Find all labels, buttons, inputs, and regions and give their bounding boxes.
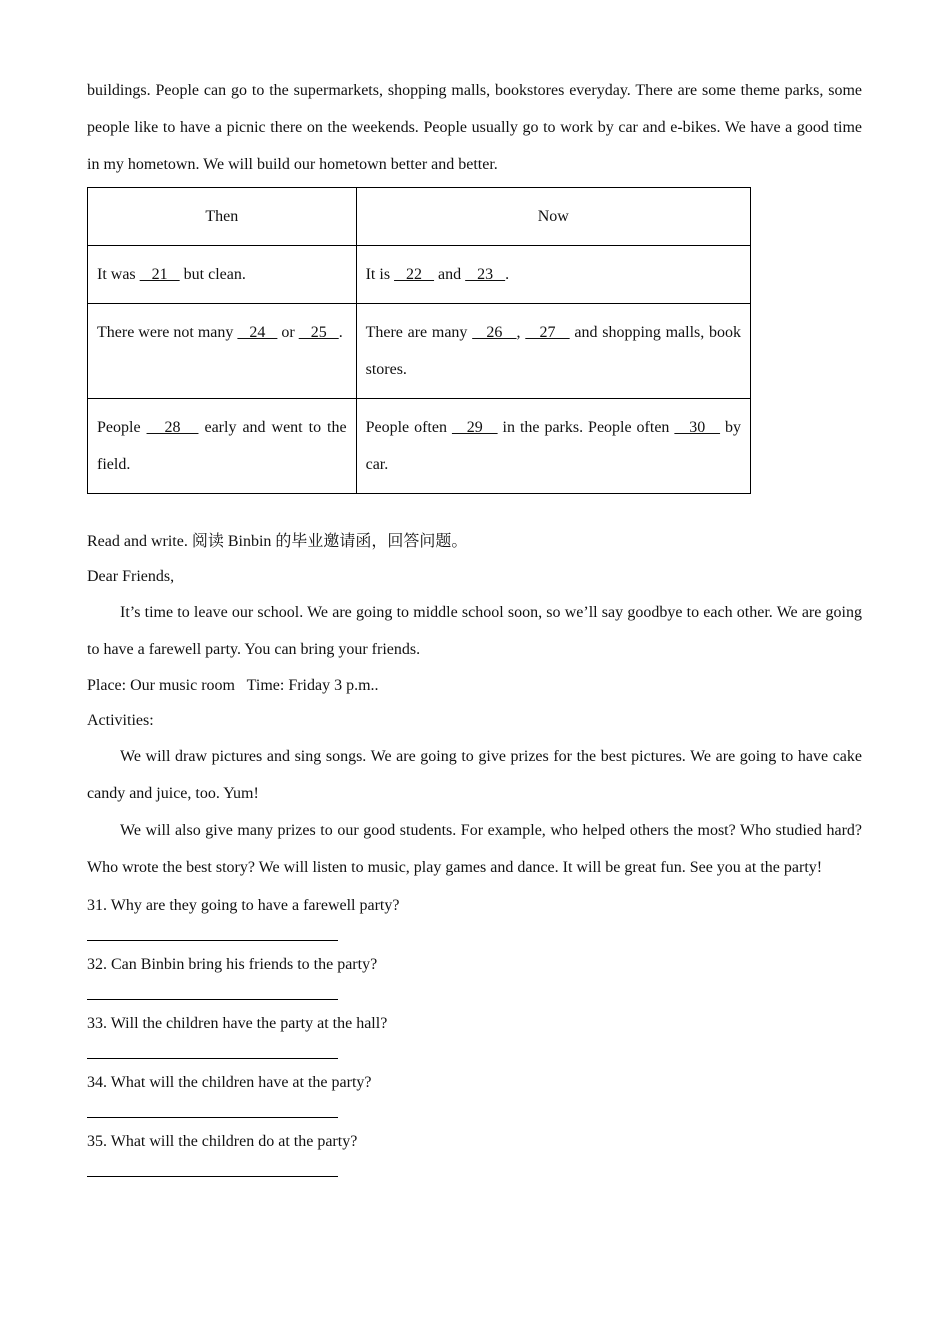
header-then: Then bbox=[88, 188, 357, 246]
cell-text: or bbox=[277, 324, 299, 341]
blank-28[interactable]: 28 bbox=[146, 419, 199, 436]
question-32: 32. Can Binbin bring his friends to the party? bbox=[87, 956, 378, 973]
question-item bbox=[87, 1071, 862, 1118]
cell-then-row3 bbox=[88, 399, 357, 494]
answer-line-31[interactable] bbox=[87, 940, 338, 941]
blank-25[interactable]: 25 bbox=[298, 324, 339, 341]
cell-text: but clean. bbox=[179, 266, 246, 283]
read-and-write-instruction: Read and write. 阅读 Binbin 的毕业邀请函，回答问题。 bbox=[87, 533, 468, 550]
cell-now-row1 bbox=[356, 246, 750, 304]
intro-paragraph: buildings. People can go to the supermarkets, shopping malls, bookstores everyday. There are some theme parks, some people like to have a picnic there on the weekends. People usually go to work by car and e-bikes. We have a good time in my hometown. We will build our hometown better and better. bbox=[87, 82, 862, 173]
then-now-table bbox=[87, 187, 751, 494]
cell-then-row2 bbox=[88, 304, 357, 399]
cell-text: , bbox=[516, 324, 526, 341]
question-item bbox=[87, 1012, 862, 1059]
worksheet-page bbox=[87, 72, 870, 1189]
letter-paragraph-2: We will draw pictures and sing songs. We are going to give prizes for the best pictures. We are going to have cake candy and juice, too. Yum! bbox=[87, 748, 870, 802]
blank-26[interactable]: 26 bbox=[472, 324, 517, 341]
cell-now-row2 bbox=[356, 304, 750, 399]
letter-place-time: Place: Our music room Time: Friday 3 p.m.. bbox=[87, 677, 379, 694]
cell-text: in the parks. People often bbox=[497, 419, 675, 436]
blank-23[interactable]: 23 bbox=[465, 266, 506, 283]
cell-now-row3 bbox=[356, 399, 750, 494]
cell-text: and shopping malls, book stores. bbox=[365, 324, 742, 378]
cell-text: . bbox=[505, 266, 510, 283]
cell-text: It was bbox=[97, 266, 140, 283]
blank-27[interactable]: 27 bbox=[525, 324, 570, 341]
cell-text: . bbox=[338, 324, 343, 341]
answer-line-34[interactable] bbox=[87, 1117, 338, 1118]
question-item bbox=[87, 953, 862, 1000]
blank-24[interactable]: 24 bbox=[237, 324, 278, 341]
table-row bbox=[88, 246, 751, 304]
cell-text: There are many bbox=[365, 324, 473, 341]
answer-line-35[interactable] bbox=[87, 1176, 338, 1177]
question-item bbox=[87, 894, 862, 941]
question-35: 35. What will the children do at the party? bbox=[87, 1133, 358, 1150]
table-row bbox=[88, 304, 751, 399]
table-row bbox=[88, 399, 751, 494]
table-header-row bbox=[88, 188, 751, 246]
letter-activities-label: Activities: bbox=[87, 712, 154, 729]
cell-text: There were not many bbox=[97, 324, 238, 341]
question-34: 34. What will the children have at the party? bbox=[87, 1074, 372, 1091]
cell-text: by car. bbox=[365, 419, 742, 473]
cell-text: and bbox=[434, 266, 466, 283]
blank-21[interactable]: 21 bbox=[139, 266, 180, 283]
blank-30[interactable]: 30 bbox=[674, 419, 721, 436]
cell-then-row1 bbox=[88, 246, 357, 304]
cell-text: People bbox=[97, 419, 147, 436]
cell-text: People often bbox=[365, 419, 452, 436]
blank-22[interactable]: 22 bbox=[394, 266, 435, 283]
question-list bbox=[87, 894, 862, 1177]
question-item bbox=[87, 1130, 862, 1177]
cell-text: It is bbox=[365, 266, 395, 283]
letter-paragraph-3: We will also give many prizes to our good students. For example, who helped others the most? Who studied hard? Who wrote the best story? We will listen to music, play games and dance. It will be great fun. See you at the party! bbox=[87, 822, 862, 876]
answer-line-33[interactable] bbox=[87, 1058, 338, 1059]
blank-29[interactable]: 29 bbox=[451, 419, 498, 436]
letter-paragraph-1: It’s time to leave our school. We are going to middle school soon, so we’ll say goodbye to each other. We are going to have a farewell party. You can bring your friends. bbox=[87, 604, 862, 658]
answer-line-32[interactable] bbox=[87, 999, 338, 1000]
letter-greeting: Dear Friends, bbox=[87, 568, 175, 585]
header-now: Now bbox=[356, 188, 750, 246]
cell-text: early and went to the field. bbox=[97, 419, 347, 473]
question-31: 31. Why are they going to have a farewell party? bbox=[87, 897, 400, 914]
question-33: 33. Will the children have the party at the hall? bbox=[87, 1015, 388, 1032]
